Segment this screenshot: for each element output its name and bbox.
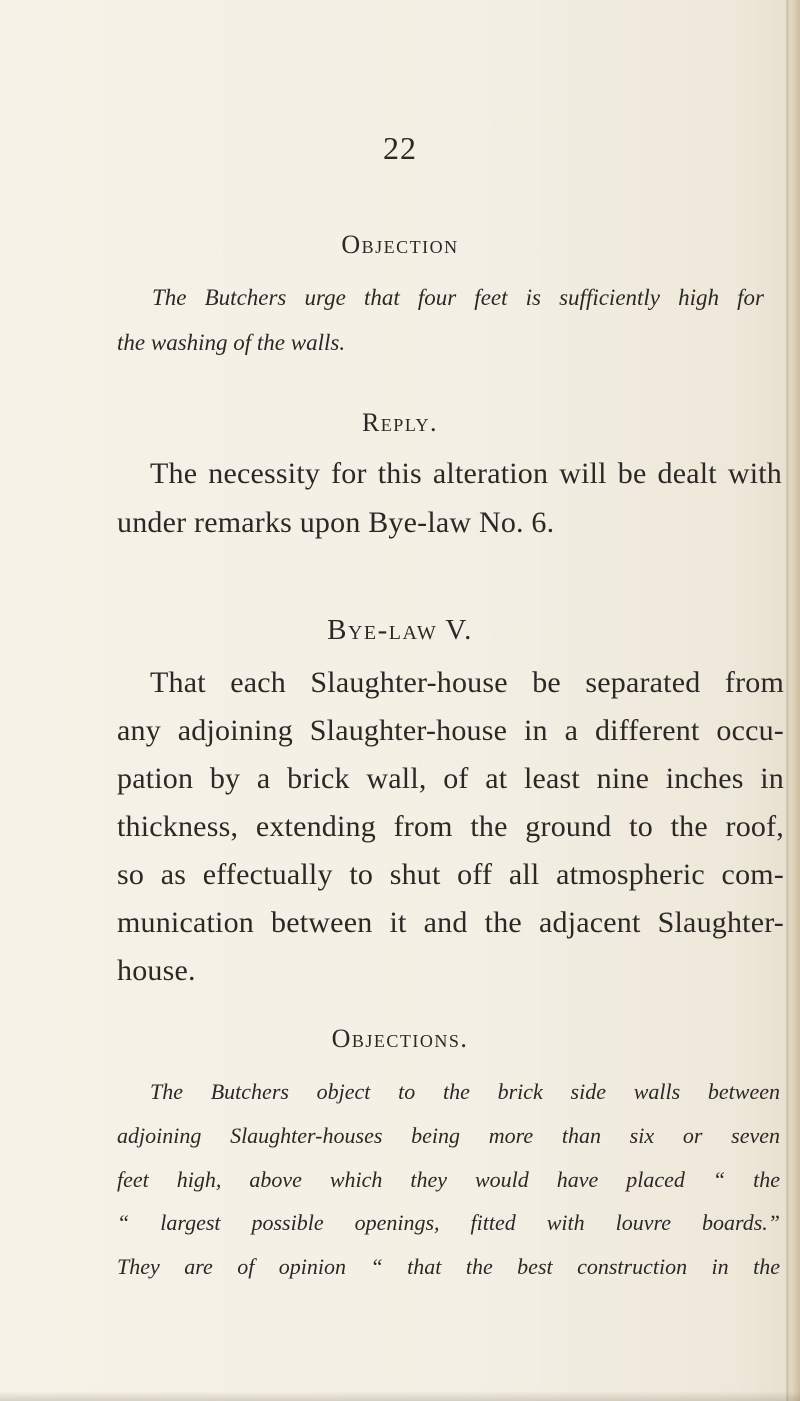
page-number: 22 bbox=[383, 130, 417, 166]
objection-line-1: The Butchers urge that four feet is sufficiently high for bbox=[152, 285, 764, 310]
objections-line-3: feet high, above which they would have placed “ the bbox=[117, 1167, 780, 1192]
bye-law-line-3: pation by a brick wall, of at least nine inches in bbox=[117, 762, 784, 795]
page-edge-line bbox=[787, 0, 788, 1401]
bye-law-line-5: so as effectually to shut off all atmospheric com- bbox=[117, 858, 784, 891]
bye-law-line-1: That each Slaughter-house be separated from bbox=[150, 666, 784, 699]
reply-line-1: The necessity for this alteration will be dealt with bbox=[150, 457, 782, 490]
objections-line-1: The Butchers object to the brick side walls between bbox=[150, 1079, 780, 1104]
bye-law-line-4: thickness, extending from the ground to the roof, bbox=[117, 810, 784, 843]
objection-line-2: the washing of the walls. bbox=[117, 330, 346, 355]
reply-line-2: under remarks upon Bye-law No. 6. bbox=[117, 506, 555, 539]
bye-law-line-7: house. bbox=[117, 954, 196, 987]
objections-line-5: They are of opinion “ that the best construction in the bbox=[117, 1254, 780, 1279]
heading-objection: Objection bbox=[341, 230, 459, 259]
heading-reply: Reply. bbox=[361, 408, 439, 437]
heading-bye-law-v: Bye-law V. bbox=[327, 614, 473, 646]
objections-line-2: adjoining Slaughter-houses being more than six or seven bbox=[117, 1123, 780, 1148]
page-bottom-shadow bbox=[0, 1391, 800, 1401]
objections-line-4: “ largest possible openings, fitted with louvre boards.” bbox=[117, 1210, 780, 1235]
bye-law-line-6: munication between it and the adjacent Slaughter- bbox=[117, 906, 784, 939]
page-edge bbox=[786, 0, 800, 1401]
bye-law-line-2: any adjoining Slaughter-house in a different occu- bbox=[117, 714, 784, 747]
heading-objections: Objections. bbox=[331, 1024, 469, 1053]
